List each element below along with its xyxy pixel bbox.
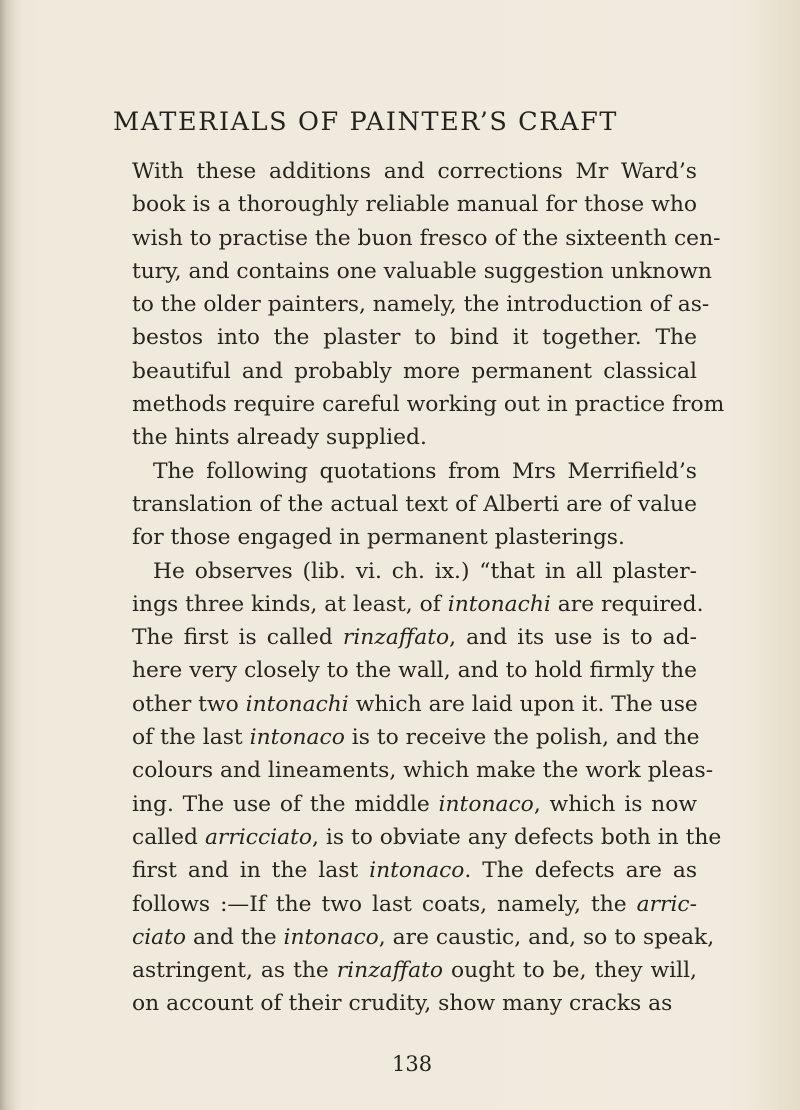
text-run: He observes (lib. vi. ch. ix.) “that in all plaster- [153,558,697,584]
text-run: bestos into the plaster to bind it together. The [132,325,697,351]
text-run: , is to obviate any defects both in the [312,824,722,850]
text-line [132,954,697,987]
italic-term: rinzaffato [342,625,450,651]
text-run: tury, and contains one valuable suggestion unknown [132,258,712,284]
text-line [132,188,697,221]
italic-term: arricciato [204,824,313,850]
text-line [132,754,714,787]
italic-term: arric- [636,891,697,917]
text-run: the hints already supplied. [132,425,427,451]
italic-term: intonachi [447,591,551,617]
text-line [132,321,697,354]
page-edge-tint [730,0,800,1110]
text-line [132,921,715,954]
italic-term: intonaco [438,791,534,817]
text-line [132,688,697,721]
text-line [132,888,697,921]
text-line [132,854,697,887]
text-line [132,222,721,255]
text-run: and the [186,924,284,950]
text-run: ings three kinds, at least, of [132,591,448,617]
text-run: , which is now [533,791,697,817]
running-head: MATERIALS OF PAINTER’S CRAFT [113,107,619,137]
text-run: here very closely to the wall, and to hold firmly the [132,658,697,684]
text-line [132,355,697,388]
text-run: book is a thoroughly reliable manual for those who [132,192,697,218]
text-line [132,987,697,1020]
body-text [132,155,725,1021]
text-run: to the older painters, namely, the introduction of as- [132,292,710,318]
text-run: astringent, as the [132,958,337,984]
binding-edge-shadow [0,0,22,1110]
text-run: is to receive the polish, and the [344,725,700,751]
page-number: 138 [392,1052,433,1076]
text-line [132,388,725,421]
text-run: translation of the actual text of Alberti are of value [132,491,697,517]
text-run: on account of their crudity, show many cracks as [132,991,673,1017]
italic-term: intonaco [369,858,465,884]
text-run: ought to be, they will, [443,958,697,984]
text-run: of the last [132,725,250,751]
text-run: beautiful and probably more permanent classical [132,358,697,384]
italic-term: intonaco [283,924,379,950]
text-run: are required. [550,591,704,617]
italic-term: rinzaffato [336,958,443,984]
text-line [132,621,697,654]
text-line [132,155,697,188]
text-run: first and in the last [132,858,370,884]
text-run: other two [132,691,246,717]
text-line [132,255,712,288]
text-line [132,654,697,687]
text-run: The following quotations from Mrs Merrifield’s [153,458,697,484]
text-run: ing. The use of the middle [132,791,439,817]
text-line [132,455,697,488]
text-run: called [132,824,205,850]
text-run: methods require careful working out in practice from [132,392,725,418]
text-run: The first is called [132,625,343,651]
italic-term: intonachi [245,691,349,717]
text-line [132,821,722,854]
text-line [132,288,710,321]
text-run: , are caustic, and, so to speak, [378,924,715,950]
text-line [132,588,704,621]
text-run: follows :—If the two last coats, namely, the [132,891,637,917]
text-run: which are laid upon it. The use [348,691,698,717]
text-run: , and its use is to ad- [449,625,697,651]
text-line [132,788,697,821]
text-line [132,555,697,588]
text-line [132,721,700,754]
text-run: colours and lineaments, which make the work pleas- [132,758,714,784]
text-run: wish to practise the buon fresco of the sixteenth cen- [132,225,721,251]
text-line [132,521,697,554]
text-run: for those engaged in permanent plasterings. [132,525,625,551]
text-run: With these additions and corrections Mr Ward’s [132,159,697,184]
text-run: . The defects are as [464,858,698,884]
italic-term: intonaco [249,725,345,751]
text-line [132,421,697,454]
text-line [132,488,697,521]
italic-term: ciato [132,924,187,950]
